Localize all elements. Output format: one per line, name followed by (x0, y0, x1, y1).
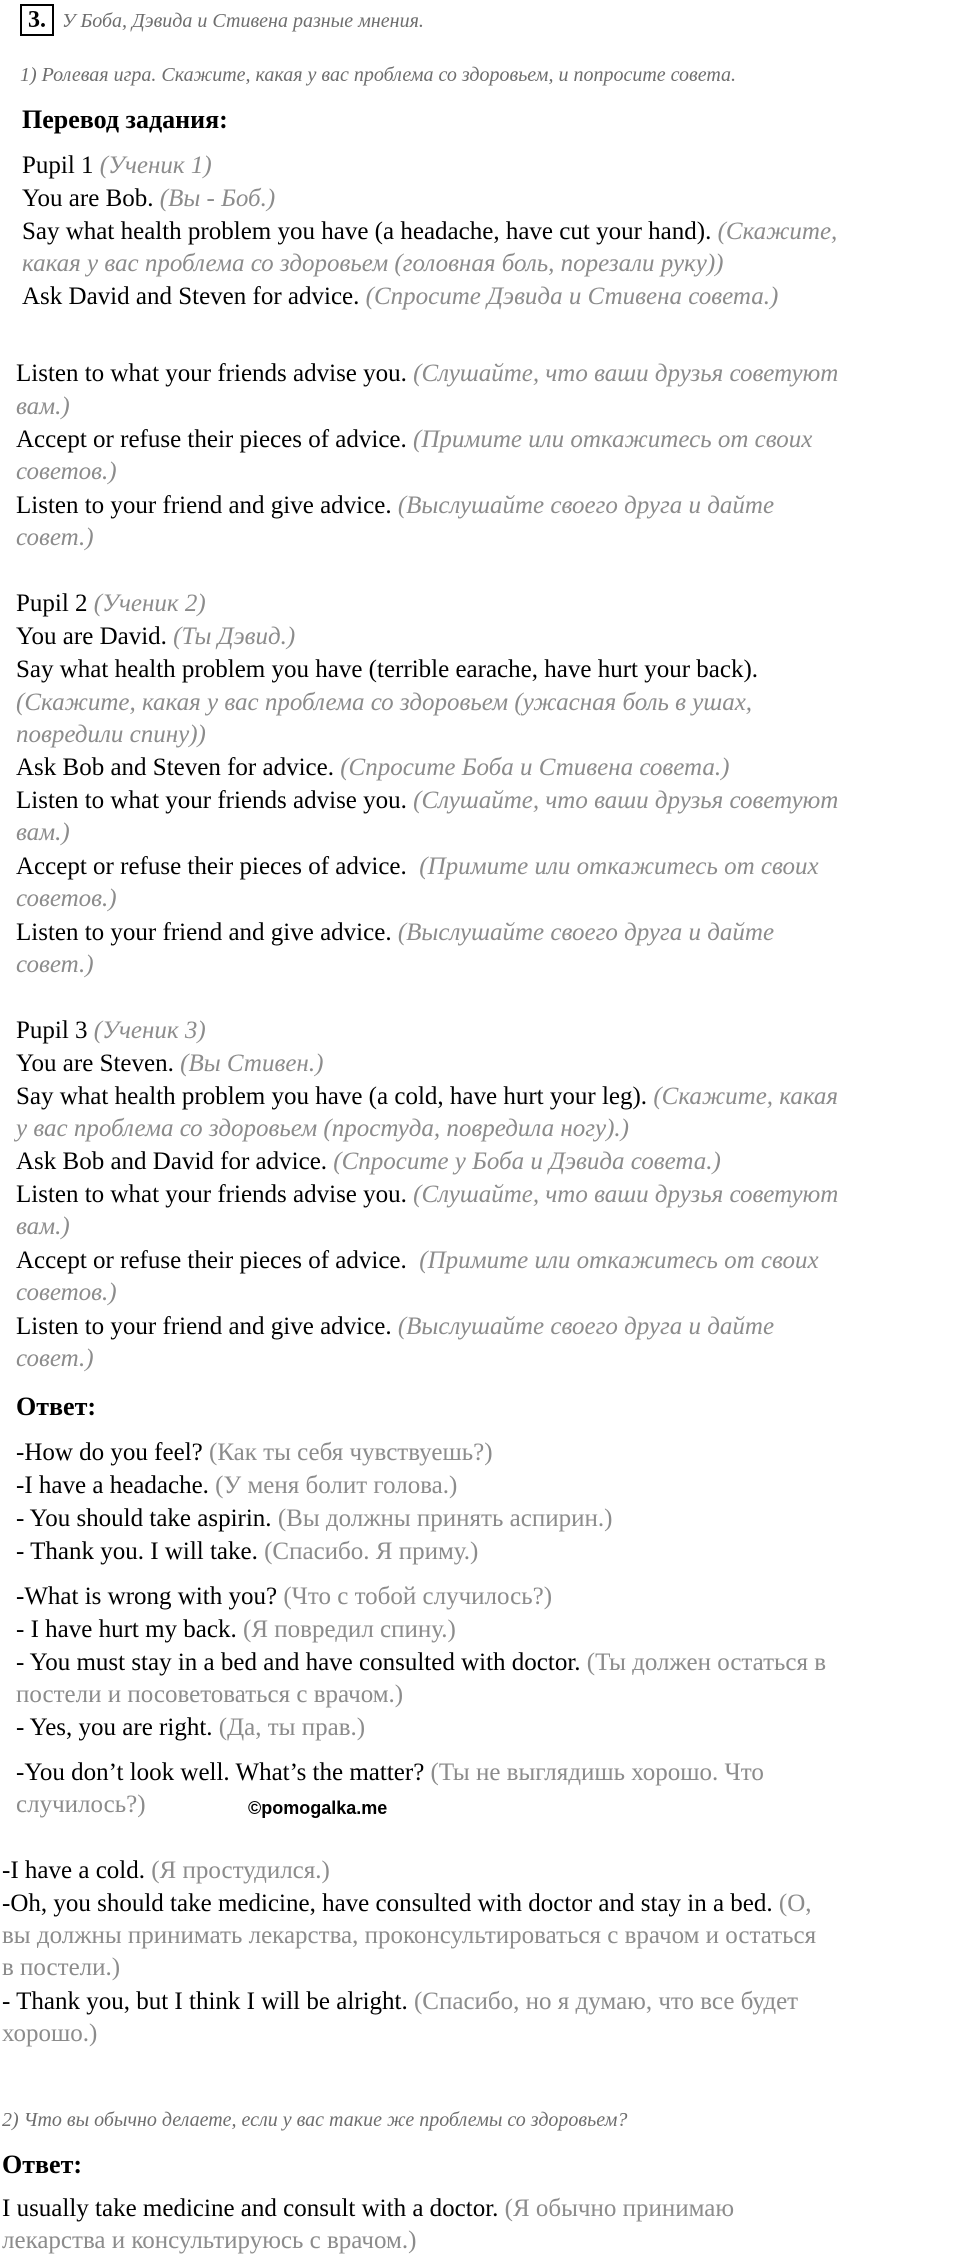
pupil1-listen: Listen to what your friends advise you. (Слушайте, что ваши друзья советуют (16, 360, 839, 387)
pupil2-listen-tr: вам.) (16, 819, 70, 846)
dialogue1-line1: -How do you feel? (Как ты себя чувствуешь?) (16, 1439, 493, 1466)
pupil1-role: You are Bob. (Вы - Боб.) (22, 185, 276, 212)
answer2-header: Ответ: (2, 2150, 83, 2179)
dialogue3-line4: - Thank you, but I think I will be alright. (Спасибо, но я думаю, что все будет (2, 1988, 799, 2015)
dialogue3-line3-tr-2: в постели.) (2, 1954, 121, 1981)
dialogue3-line1: -You don’t look well. What’s the matter? (Ты не выглядишь хорошо. Что (16, 1759, 764, 1786)
pupil3-accept: Accept or refuse their pieces of advice. (Примите или откажитесь от своих (16, 1247, 819, 1274)
pupil2-problem: Say what health problem you have (terrible earache, have hurt your back). (16, 656, 759, 683)
dialogue1-line3: - You should take aspirin. (Вы должны принять аспирин.) (16, 1505, 613, 1532)
dialogue2-line1: -What is wrong with you? (Что с тобой случилось?) (16, 1583, 553, 1610)
pupil3-heading: Pupil 3 (Ученик 3) (16, 1017, 206, 1044)
pupil2-listen: Listen to what your friends advise you. (Слушайте, что ваши друзья советуют (16, 787, 839, 814)
pupil1-accept-tr: советов.) (16, 458, 117, 485)
pupil2-accept-tr: советов.) (16, 885, 117, 912)
pupil2-problem-tr-2: повредили спину)) (16, 721, 206, 748)
dialogue3-line3: -Oh, you should take medicine, have consulted with doctor and stay in a bed. (О, (2, 1890, 812, 1917)
pupil3-role: You are Steven. (Вы Стивен.) (16, 1050, 324, 1077)
answer2-text-tr: лекарства и консультируюсь с врачом.) (2, 2227, 417, 2254)
pupil3-accept-tr: советов.) (16, 1279, 117, 1306)
dialogue3-line4-tr: хорошо.) (2, 2020, 98, 2047)
translation-header: Перевод задания: (22, 105, 228, 134)
dialogue3-line2: -I have a cold. (Я простудился.) (2, 1857, 330, 1884)
pupil3-problem-tr: у вас проблема со здоровьем (простуда, повредила ногу).) (16, 1115, 630, 1142)
pupil1-give-tr: совет.) (16, 524, 94, 551)
pupil3-listen-tr: вам.) (16, 1213, 70, 1240)
pupil1-ask: Ask David and Steven for advice. (Спросите Дэвида и Стивена совета.) (22, 283, 779, 310)
pupil3-give-tr: совет.) (16, 1345, 94, 1372)
pupil1-heading: Pupil 1 (Ученик 1) (22, 152, 212, 179)
pupil1-problem-tr: какая у вас проблема со здоровьем (головная боль, порезали руку)) (22, 250, 724, 277)
pupil2-give-tr: совет.) (16, 951, 94, 978)
dialogue3-line1-tr: случилось?) (16, 1791, 146, 1818)
dialogue2-line2: - I have hurt my back. (Я повредил спину.) (16, 1616, 456, 1643)
pupil2-heading: Pupil 2 (Ученик 2) (16, 590, 206, 617)
pupil2-problem-tr-1: (Скажите, какая у вас проблема со здоровьем (ужасная боль в ушах, (16, 689, 753, 716)
pupil3-listen: Listen to what your friends advise you. (Слушайте, что ваши друзья советуют (16, 1181, 839, 1208)
pupil1-problem: Say what health problem you have (a headache, have cut your hand). (Скажите, (22, 218, 838, 245)
dialogue3-line3-tr-1: вы должны принимать лекарства, проконсультироваться с врачом и остаться (2, 1922, 817, 1949)
answer2-text: I usually take medicine and consult with a doctor. (Я обычно принимаю (2, 2195, 735, 2222)
pupil1-accept: Accept or refuse their pieces of advice. (Примите или откажитесь от своих (16, 426, 813, 453)
exercise-number: 3. (20, 4, 54, 36)
pupil2-role: You are David. (Ты Дэвид.) (16, 623, 296, 650)
pupil3-give: Listen to your friend and give advice. (Выслушайте своего друга и дайте (16, 1313, 775, 1340)
task1-instruction: 1) Ролевая игра. Скажите, какая у вас проблема со здоровьем, и попросите совета. (20, 64, 737, 86)
dialogue2-line4: - Yes, you are right. (Да, ты прав.) (16, 1714, 366, 1741)
exercise-title-line (20, 4, 424, 36)
exercise-title: У Боба, Дэвида и Стивена разные мнения. (62, 10, 424, 32)
pupil1-give: Listen to your friend and give advice. (Выслушайте своего друга и дайте (16, 492, 775, 519)
dialogue2-line3-tr: постели и посоветоваться с врачом.) (16, 1681, 404, 1708)
task2-question: 2) Что вы обычно делаете, если у вас такие же проблемы со здоровьем? (2, 2109, 628, 2131)
pupil2-ask: Ask Bob and Steven for advice. (Спросите Боба и Стивена совета.) (16, 754, 730, 781)
dialogue2-line3: - You must stay in a bed and have consulted with doctor. (Ты должен остаться в (16, 1649, 827, 1676)
pupil3-ask: Ask Bob and David for advice. (Спросите у Боба и Дэвида совета.) (16, 1148, 721, 1175)
pupil3-problem: Say what health problem you have (a cold, have hurt your leg). (Скажите, какая (16, 1083, 839, 1110)
dialogue1-line2: -I have a headache. (У меня болит голова.) (16, 1472, 458, 1499)
watermark: ©pomogalka.me (248, 1798, 388, 1818)
answer1-header: Ответ: (16, 1392, 97, 1421)
dialogue1-line4: - Thank you. I will take. (Спасибо. Я приму.) (16, 1538, 479, 1565)
pupil2-give: Listen to your friend and give advice. (Выслушайте своего друга и дайте (16, 919, 775, 946)
pupil1-listen-tr: вам.) (16, 393, 70, 420)
pupil2-accept: Accept or refuse their pieces of advice. (Примите или откажитесь от своих (16, 853, 819, 880)
